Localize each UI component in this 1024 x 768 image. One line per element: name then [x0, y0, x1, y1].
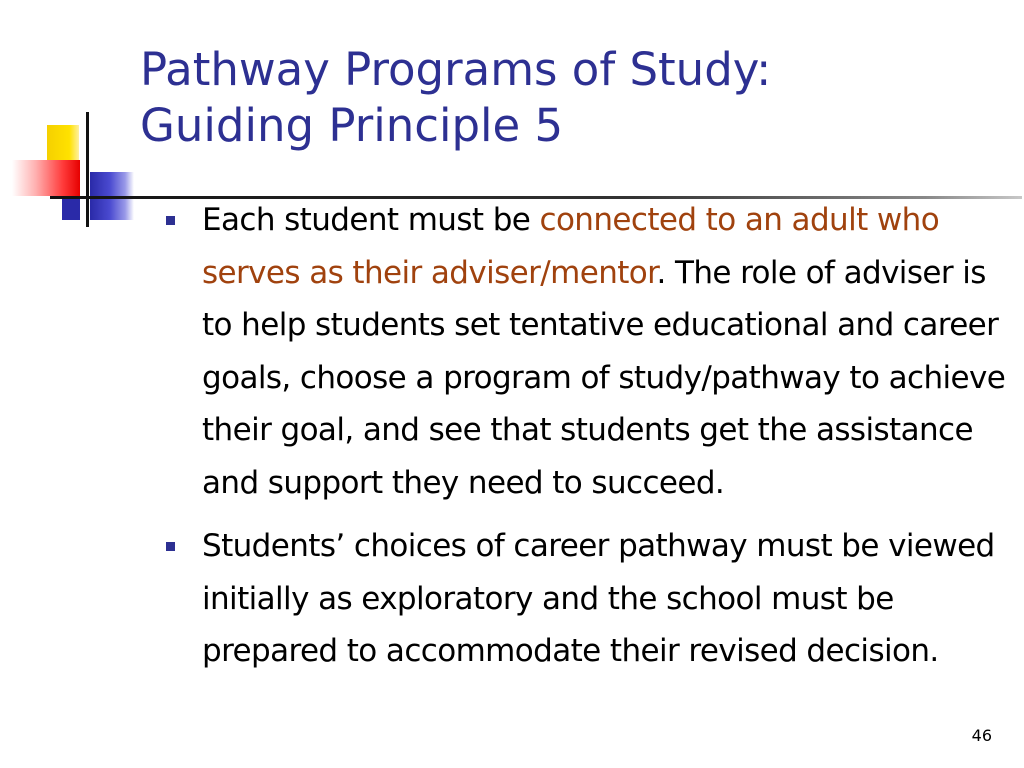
bullet-list — [166, 194, 1016, 689]
bullet-text-intro: Each student must be — [202, 202, 540, 238]
bullet-item-adviser — [166, 194, 1016, 509]
decorative-vertical-line — [86, 112, 89, 227]
bullet-square-icon — [166, 542, 175, 551]
bullet-highlight-text: connected to an adult who serves as their adviser/mentor — [202, 202, 940, 291]
bullet-item-choices — [166, 520, 1016, 678]
decorative-blue-block — [62, 196, 80, 220]
bullet-square-icon — [166, 216, 175, 225]
slide-title-line-1: Pathway Programs of Study: — [140, 43, 772, 96]
slide-title — [140, 42, 1000, 154]
slide-title-line-2: Guiding Principle 5 — [140, 99, 564, 152]
bullet-text: Students’ choices of career pathway must be viewed initially as exploratory and the school must be prepared to accommodate their revised decision. — [202, 528, 995, 669]
decorative-red-bar — [12, 160, 80, 196]
bullet-text-rest: . The role of adviser is to help students set tentative educational and career goals, choose a program of study/pathway to achieve their goal, and see that students get the assistance and support they need to succeed. — [202, 254, 1006, 501]
page-number: 46 — [971, 726, 992, 745]
